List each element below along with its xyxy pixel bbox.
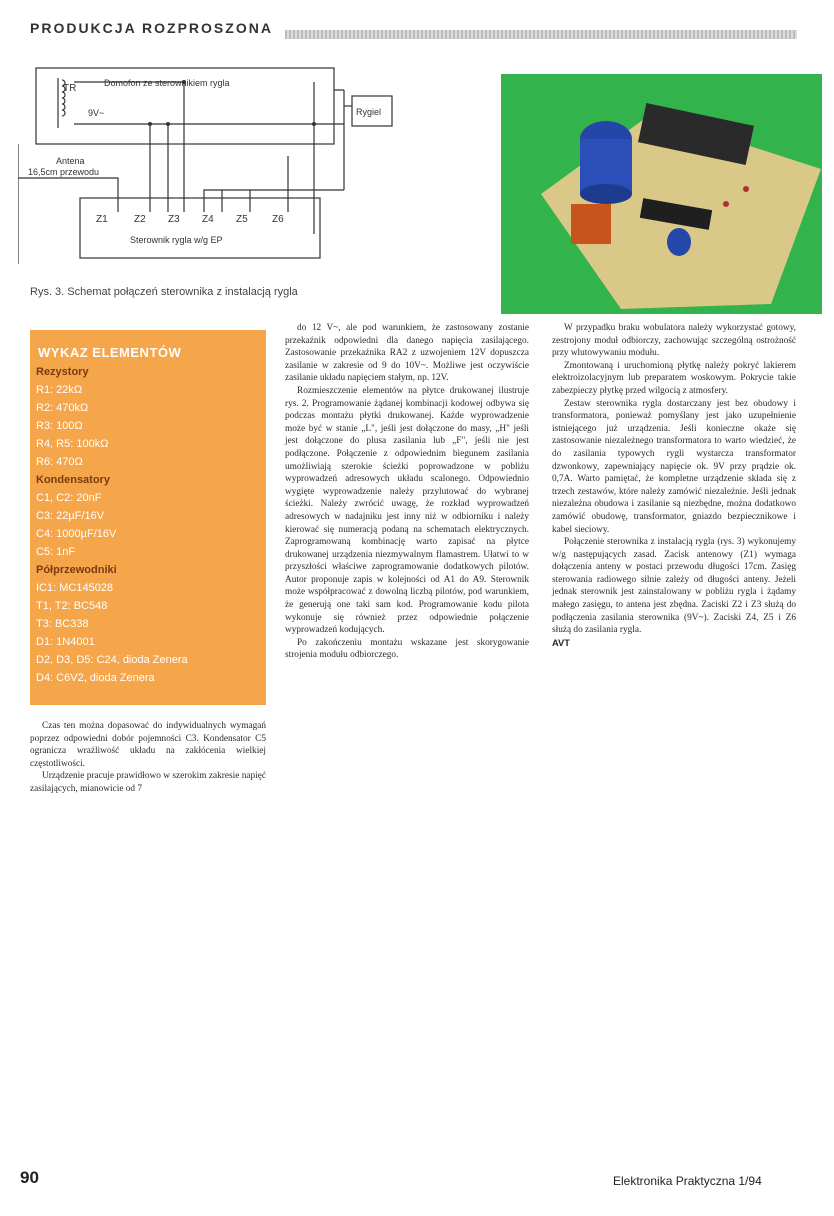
parts-item: C5: 1nF (36, 546, 76, 558)
intercom-label: Domofon ze sterownikiem rygla (104, 78, 230, 88)
pcb-photo (501, 74, 822, 314)
parts-item: R6: 470Ω (36, 456, 83, 468)
terminal-z6: Z6 (272, 214, 284, 225)
capacitors-heading: Kondensatory (36, 474, 110, 486)
parts-list-box (30, 330, 266, 705)
parts-item: C4: 1000µF/16V (36, 528, 117, 540)
semiconductors-heading: Półprzewodniki (36, 564, 117, 576)
header-title: PRODUKCJA ROZPROSZONA (30, 20, 273, 36)
parts-item: T3: BC338 (36, 618, 89, 630)
figure-caption: Rys. 3. Schemat połączeń sterownika z instalacją rygla (30, 286, 298, 298)
terminal-z1: Z1 (96, 214, 108, 225)
bolt-label: Rygiel (356, 107, 382, 117)
article-column-1 (30, 720, 266, 796)
controller-label: Sterownik rygla w/g EP (130, 235, 223, 245)
antenna-length-label: 16,5cm przewodu (28, 167, 100, 177)
parts-item: D1: 1N4001 (36, 636, 95, 648)
paragraph: Połączenie sterownika z instalacją rygla (rys. 3) wykonujemy w/g następujących zasad. Zacisk antenowy (Z1) wymaga dołączenia anteny w postaci przewodu długości 17cm. Zasięg sterowania radiowego silnie zależy od długości anteny. Jeżeli jednak sterownik jest zainstalowany w pobliżu rygla i żądamy małego zasięgu, to antena jest zbędna. Zaciski Z2 i Z3 służą do podłączenia zasilania sterownika (9V~). Zaciski Z4, Z5 i Z6 służą do zasilania rygla. (552, 537, 796, 636)
journal-name: Elektronika Praktyczna 1/94 (613, 1174, 762, 1188)
terminal-z4: Z4 (202, 214, 214, 225)
parts-item: D2, D3, D5: C24, dioda Zenera (36, 654, 188, 666)
parts-item: IC1: MC145028 (36, 582, 114, 594)
parts-item: T1, T2: BC548 (36, 600, 108, 612)
parts-item: D4: C6V2, dioda Zenera (36, 672, 155, 684)
paragraph: Zmontowaną i uruchomioną płytkę należy pokryć lakierem elektroizolacyjnym lub preparatem woskowym. Pokrycie takie zabezpieczy płytkę przed wilgocią z atmosfery. (552, 360, 796, 396)
terminal-z2: Z2 (134, 214, 146, 225)
resistors-heading: Rezystory (36, 366, 89, 378)
paragraph: do 12 V~, ale pod warunkiem, że zastosowany zostanie przekaźnik odpowiedni dla danego napięcia zasilającego. Zastosowanie przekaźnika RA2 z uzwojeniem 12V dopuszcza zasilanie w zakresie od 9 do 10V~. Możliwe jest oczywiście zasilanie układu napięciem stałym, np. 12V. (285, 323, 529, 384)
parts-item: R3: 100Ω (36, 420, 83, 432)
paragraph: Po zakończeniu montażu wskazane jest skorygowanie strojenia modułu odbiorczego. (285, 637, 529, 661)
parts-item: R4, R5: 100kΩ (36, 438, 109, 450)
parts-item: C3: 22µF/16V (36, 510, 105, 522)
parts-item: R2: 470kΩ (36, 402, 89, 414)
paragraph: Czas ten można dopasować do indywidualnych wymagań poprzez odpowiedni dobór pojemności C3. Kondensator C5 ogranicza wrażliwość układu na zakłócenia wielkiej częstotliwości. (30, 721, 266, 769)
paragraph: Zestaw sterownika rygla dostarczany jest bez obudowy i transformatora, ponieważ pomyślany jest jako uzupełnienie istniejącego już urządzenia. Jeśli konieczne okaże się zastosowanie niezależnego transformatora to warto wiedzieć, że do zasilania typowych rygli wystarcza transformator dzwonkowy, zapewniający napięcie ok. 9V przy prądzie ok. 0,7A. Warto pamiętać, że kompletne urządzenie składa się z trzech zestawów, które należy zamówić niezależnie. Jeśli jednak niezależna obudowa i zasilanie są niezbędne, można dodatkowo zamówić obudowę, transformator, gniazdo bezpiecznikowe i kabel sieciowy. (552, 398, 796, 535)
antenna-label: Antena (56, 156, 85, 166)
terminal-z5: Z5 (236, 214, 248, 225)
article-column-2 (285, 322, 529, 662)
parts-item: R1: 22kΩ (36, 384, 83, 396)
voltage-label: 9V~ (88, 108, 105, 118)
parts-item: C1, C2: 20nF (36, 492, 102, 504)
terminal-z3: Z3 (168, 214, 180, 225)
paragraph: Urządzenie pracuje prawidłowo w szerokim zakresie napięć zasilających, mianowicie od 7 (30, 771, 266, 794)
paragraph: W przypadku braku wobulatora należy wykorzystać gotowy, zestrojony moduł odbiorczy, zachowując szczególną ostrożność przy wlutowywaniu modułu. (552, 323, 796, 359)
article-column-3 (552, 322, 796, 649)
paragraph: Rozmieszczenie elementów na płytce drukowanej ilustruje rys. 2. Programowanie żądanej kombinacji kodowej odbywa się podczas montażu płytki drukowanej. Każde wyprowadzenie może być w stanie „L", jeśli jest dołączone do masy, „H" jeśli jest dołączone do plusa zasilania lub „F", jeśli nie jest podłączone. Połączenie z odpowiednim biegunem zasilania umożliwiają szerokie ścieżki poprowadzone w pobliżu wyprowadzeń adresowych układu scalonego. Odpowiednio wygięte wyprowadzenie należy przylutować do wybranej ścieżki. Należy zwrócić uwagę, że rozkład wyprowadzeń adresowych w nadajniku jest inny niż w odbiorniku i należy kierować się numeracją podaną na schematach elektrycznych. Zaprogramowaną kombinację warto zapisać na płytce drukowanej urządzenia niezmywalnym flamastrem. Ułatwi to w przyszłości właściwe zaprogramowanie dodatkowych pilotów. Autor proponuje zapis w kolejności od A1 do A9. Sterownik może współpracować z dowolną liczbą pilotów, pod warunkiem, że generują one taki sam kod. Programowanie kodu pilota wykonuje się również przez odpowiednie połączenie wyprowadzeń kodujących. (285, 385, 529, 636)
header-rule (285, 30, 797, 39)
author-signature: AVT (552, 637, 570, 648)
parts-list-title: WYKAZ ELEMENTÓW (38, 345, 182, 360)
wiring-schematic (18, 60, 480, 280)
tr-label: TR (63, 83, 77, 94)
page-number: 90 (20, 1168, 39, 1187)
